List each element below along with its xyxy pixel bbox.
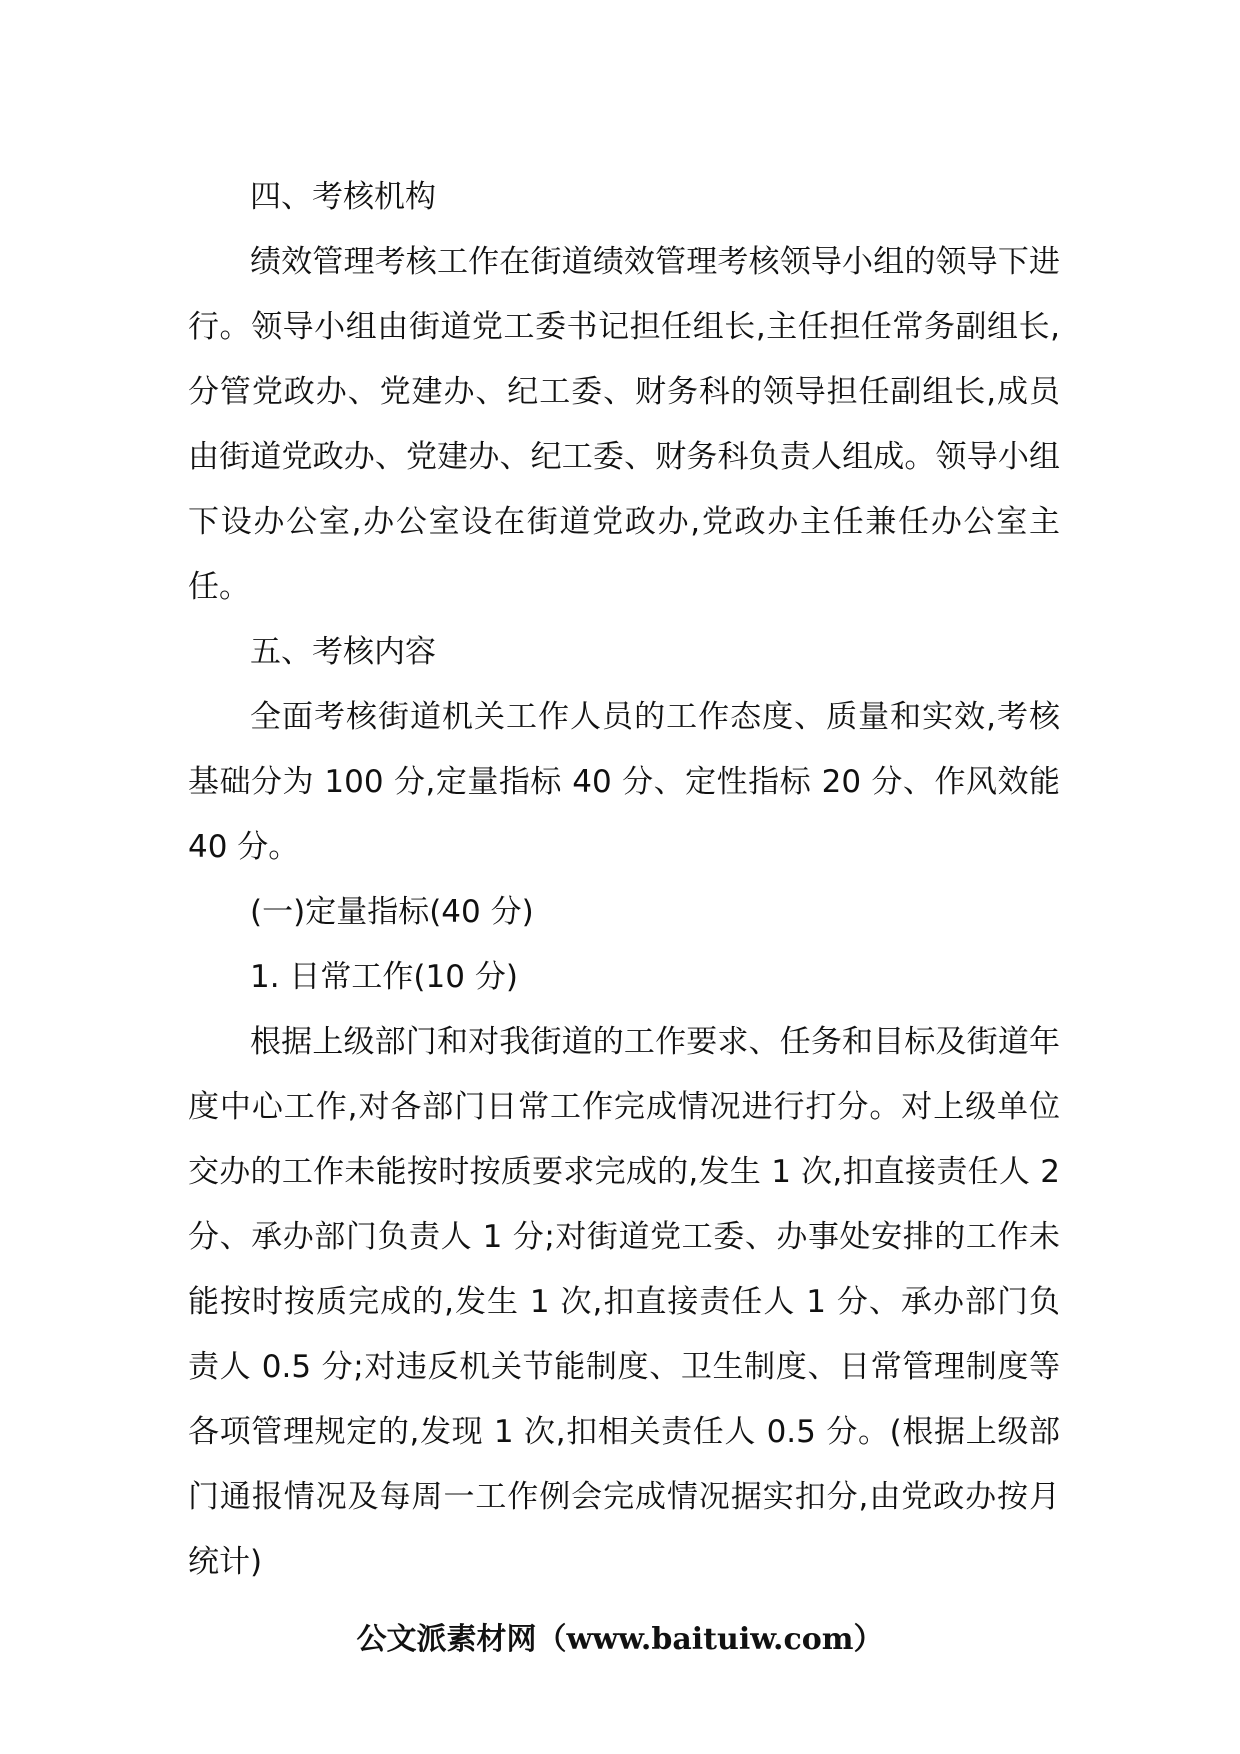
paragraph-daily-work: 根据上级部门和对我街道的工作要求、任务和目标及街道年度中心工作,对各部门日常工作完成情况进行打分。对上级单位交办的工作未能按时按质要求完成的,发生 1 次,扣直接责任人 2 分、承办部门负责人 1 分;对街道党工委、办事处安排的工作未能按时按质完成的,发生 1 次,扣直接责任人 1 分、承办部门负责人 0.5 分;对违反机关节能制度、卫生制度、日常管理制度等各项管理规定的,发现 1 次,扣相关责任人 0.5 分。(根据上级部门通报情况及每周一工作例会完成情况据实扣分,由党政办按月统计) [188,1024,1060,1580]
section-heading-assessment-content: 五、考核内容 [250,634,436,670]
footer-watermark: 公文派素材网（www.baituiw.com） [356,1622,884,1657]
paragraph-assessment-content: 全面考核街道机关工作人员的工作态度、质量和实效,考核基础分为 100 分,定量指标 40 分、定性指标 20 分、作风效能 40 分。 [188,699,1060,865]
document-body [188,165,1060,1595]
paragraph-assessment-body: 绩效管理考核工作在街道绩效管理考核领导小组的领导下进行。领导小组由街道党工委书记担任组长,主任担任常务副组长,分管党政办、党建办、纪工委、财务科的领导担任副组长,成员由街道党政办、党建办、纪工委、财务科负责人组成。领导小组下设办公室,办公室设在街道党政办,党政办主任兼任办公室主任。 [188,244,1060,605]
subheading-daily-work: 1. 日常工作(10 分) [250,959,518,995]
section-heading-assessment-body: 四、考核机构 [250,179,436,215]
subheading-quantitative-indicators: (一)定量指标(40 分) [250,894,534,930]
